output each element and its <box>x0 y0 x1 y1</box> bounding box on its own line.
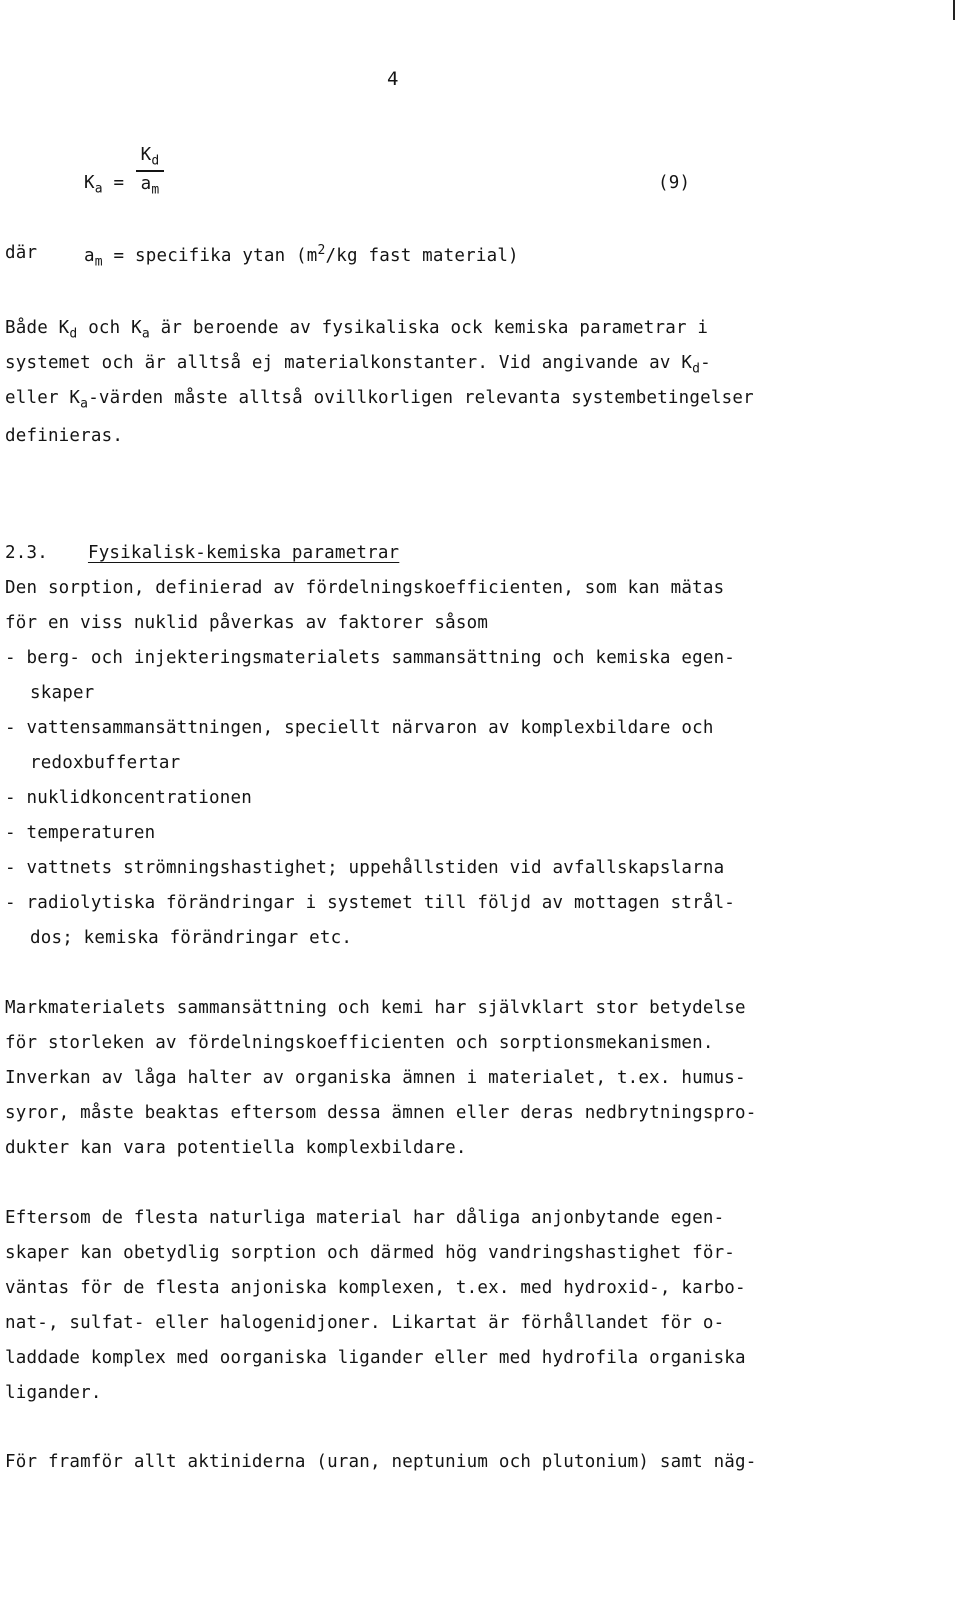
numerator-sub: d <box>151 153 160 169</box>
margin-mark <box>953 0 955 20</box>
p1-l2-a: systemet och är alltså ej materialkonstanter. Vid angivande av K <box>5 353 693 373</box>
definition-symbol-sub: m <box>94 254 103 270</box>
definition-text <box>84 243 519 269</box>
p1-l1-b: och K <box>77 318 142 338</box>
definition-symbol: a <box>84 245 95 266</box>
equation-lhs-sub: a <box>94 181 103 197</box>
p1-l3-a: eller K <box>5 388 81 408</box>
p1-l1-sub2: a <box>141 326 150 342</box>
paragraph3-line: Inverkan av låga halter av organiska ämnen i materialet, t.ex. humus- <box>5 1068 746 1088</box>
paragraph3-line: dukter kan vara potentiella komplexbildare. <box>5 1138 467 1158</box>
section-title: Fysikalisk-kemiska parametrar <box>87 543 400 563</box>
definition-sup: 2 <box>317 243 326 258</box>
paragraph4-line: skaper kan obetydlig sorption och därmed hög vandringshastighet för- <box>5 1243 736 1263</box>
equation-lhs-symbol: K <box>84 173 95 193</box>
paragraph2-line: för en viss nuklid påverkas av faktorer såsom <box>5 613 489 633</box>
paragraph4-line: Eftersom de flesta naturliga material har dåliga anjonbytande egen- <box>5 1208 725 1228</box>
p1-l3-sub: a <box>80 396 89 412</box>
page-number: 4 <box>387 68 399 90</box>
section-heading <box>5 543 399 563</box>
paragraph4-line: laddade komplex med oorganiska ligander eller med hydrofila organiska <box>5 1348 746 1368</box>
paragraph5-line: För framför allt aktiniderna (uran, neptunium och plutonium) samt näg- <box>5 1452 757 1472</box>
p1-l1-a: Både K <box>5 318 70 338</box>
list-item: - vattensammansättningen, speciellt närvaron av komplexbildare och <box>5 718 714 738</box>
paragraph3-line: syror, måste beaktas eftersom dessa ämnen eller deras nedbrytningspro- <box>5 1103 757 1123</box>
definition-text-end: /kg fast material) <box>325 245 519 266</box>
list-item-continuation: skaper <box>30 683 95 703</box>
paragraph1-line2 <box>5 353 711 377</box>
paragraph1-line1 <box>5 318 708 342</box>
denominator-symbol: a <box>140 173 152 194</box>
p1-l2-sub: d <box>692 361 701 377</box>
paragraph3-line: Markmaterialets sammansättning och kemi har självklart stor betydelse <box>5 998 746 1018</box>
paragraph2-line: Den sorption, definierad av fördelningskoefficienten, som kan mätas <box>5 578 725 598</box>
paragraph1-line4: definieras. <box>5 426 124 446</box>
numerator-symbol: K <box>140 145 152 165</box>
p1-l1-sub1: d <box>69 326 78 342</box>
definition-label: där <box>5 243 38 263</box>
p1-l3-b: -värden måste alltså ovillkorligen relevanta systembetingelser <box>88 388 754 408</box>
section-number: 2.3. <box>5 543 48 563</box>
p1-l1-c: är beroende av fysikaliska ock kemiska parametrar i <box>149 318 709 338</box>
list-item: - temperaturen <box>5 823 156 843</box>
p1-l2-b: - <box>700 353 711 373</box>
equation-numerator <box>136 145 164 169</box>
list-item-continuation: dos; kemiska förändringar etc. <box>30 928 353 948</box>
list-item: - berg- och injekteringsmaterialets sammansättning och kemiska egen- <box>5 648 736 668</box>
definition-text-start: = specifika ytan (m <box>113 245 318 266</box>
paragraph1-line3 <box>5 388 754 412</box>
list-item: - vattnets strömningshastighet; uppehållstiden vid avfallskapslarna <box>5 858 725 878</box>
paragraph3-line: för storleken av fördelningskoefficienten och sorptionsmekanismen. <box>5 1033 714 1053</box>
list-item: - nuklidkoncentrationen <box>5 788 252 808</box>
list-item-continuation: redoxbuffertar <box>30 753 181 773</box>
paragraph4-line: ligander. <box>5 1383 102 1403</box>
equation-fraction <box>136 145 164 197</box>
equation-lhs <box>84 173 124 197</box>
equation-denominator <box>136 174 164 198</box>
denominator-sub: m <box>151 182 160 197</box>
fraction-bar <box>136 170 164 172</box>
list-item: - radiolytiska förändringar i systemet till följd av mottagen strål- <box>5 893 736 913</box>
equation-number: (9) <box>658 173 691 193</box>
paragraph4-line: väntas för de flesta anjoniska komplexen, t.ex. med hydroxid-, karbo- <box>5 1278 746 1298</box>
paragraph4-line: nat-, sulfat- eller halogenidjoner. Likartat är förhållandet för o- <box>5 1313 725 1333</box>
equation-equals: = <box>113 173 125 193</box>
